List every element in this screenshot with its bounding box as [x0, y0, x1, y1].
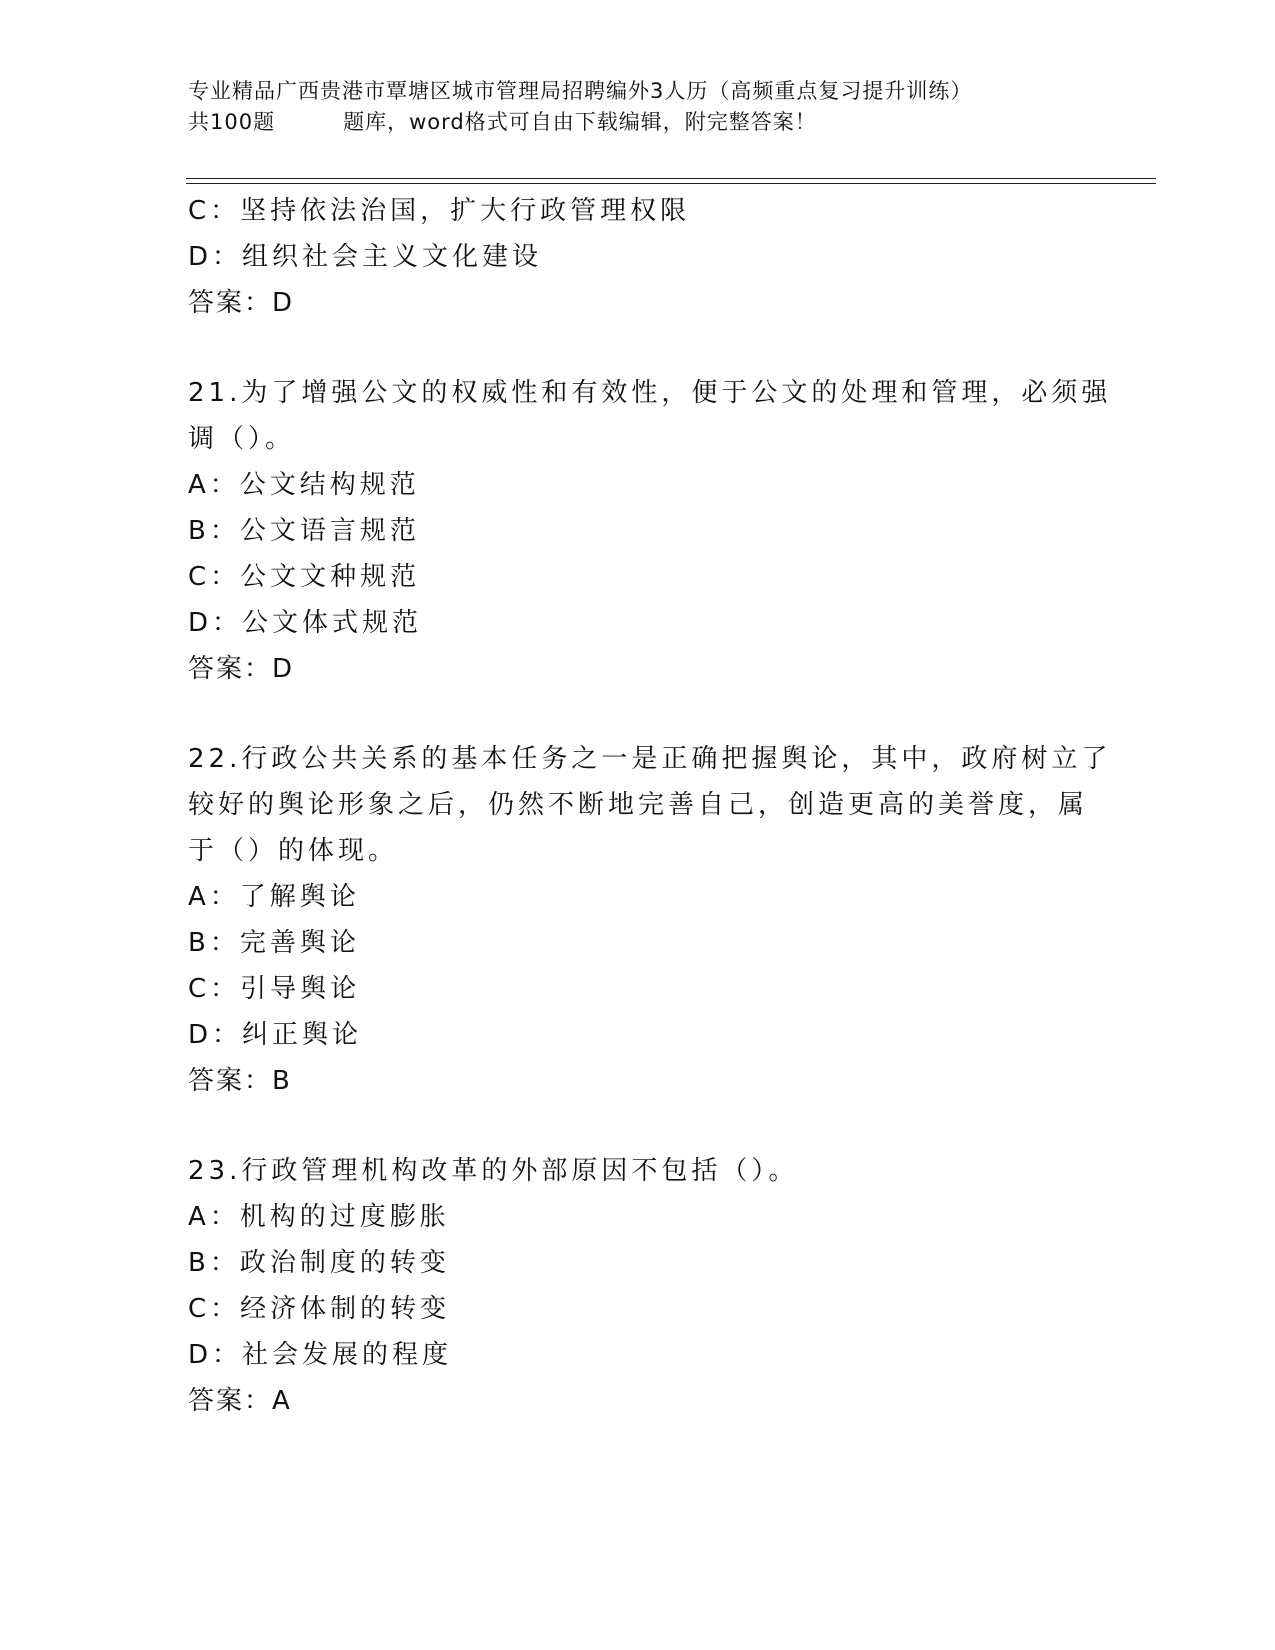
question-stem-line: 21.为了增强公文的权威性和有效性，便于公文的处理和管理，必须强: [188, 378, 1112, 408]
question-stem-line: 调（）。: [188, 424, 296, 454]
question-stem-line: 于（）的体现。: [188, 836, 399, 866]
header-divider-top: [186, 178, 1156, 179]
question-list: [188, 188, 1112, 1424]
question-stem-line: 23.行政管理机构改革的外部原因不包括（）。: [188, 1156, 799, 1186]
option-c: C：公文文种规范: [188, 562, 421, 592]
option-d: D：社会发展的程度: [188, 1340, 453, 1370]
spacer: [188, 326, 1088, 370]
header-title: 专业精品广西贵港市覃塘区城市管理局招聘编外3人历（高频重点复习提升训练）: [188, 79, 973, 103]
option-c: C：坚持依法治国，扩大行政管理权限: [188, 196, 691, 226]
option-a: A：了解舆论: [188, 882, 360, 912]
answer-line: 答案：D: [188, 654, 295, 684]
option-d: D：组织社会主义文化建设: [188, 242, 543, 272]
header-count: 共100题: [188, 110, 276, 134]
answer-line: 答案：D: [188, 288, 295, 318]
spacer: [188, 692, 1088, 736]
question-block-22: [188, 736, 1112, 1104]
option-b: B：政治制度的转变: [188, 1248, 450, 1278]
question-block-20: [188, 188, 1088, 326]
option-c: C：引导舆论: [188, 974, 361, 1004]
spacer: [188, 1104, 1088, 1148]
header-description: 题库，word格式可自由下载编辑，附完整答案！: [343, 110, 817, 134]
option-d: D：纠正舆论: [188, 1020, 363, 1050]
option-a: A：公文结构规范: [188, 470, 420, 500]
answer-line: 答案：B: [188, 1066, 292, 1096]
question-block-21: [188, 370, 1112, 692]
page-header: [188, 76, 1088, 138]
header-divider-bottom: [186, 183, 1156, 184]
option-b: B：完善舆论: [188, 928, 360, 958]
option-a: A：机构的过度膨胀: [188, 1202, 450, 1232]
header-subtitle: [188, 107, 1088, 138]
question-stem-line: 22.行政公共关系的基本任务之一是正确把握舆论，其中，政府树立了: [188, 744, 1112, 774]
question-block-23: [188, 1148, 1088, 1424]
question-stem-line: 较好的舆论形象之后，仍然不断地完善自己，创造更高的美誉度，属: [188, 790, 1089, 820]
option-d: D：公文体式规范: [188, 608, 423, 638]
option-b: B：公文语言规范: [188, 516, 420, 546]
option-c: C：经济体制的转变: [188, 1294, 451, 1324]
answer-line: 答案：A: [188, 1386, 292, 1416]
